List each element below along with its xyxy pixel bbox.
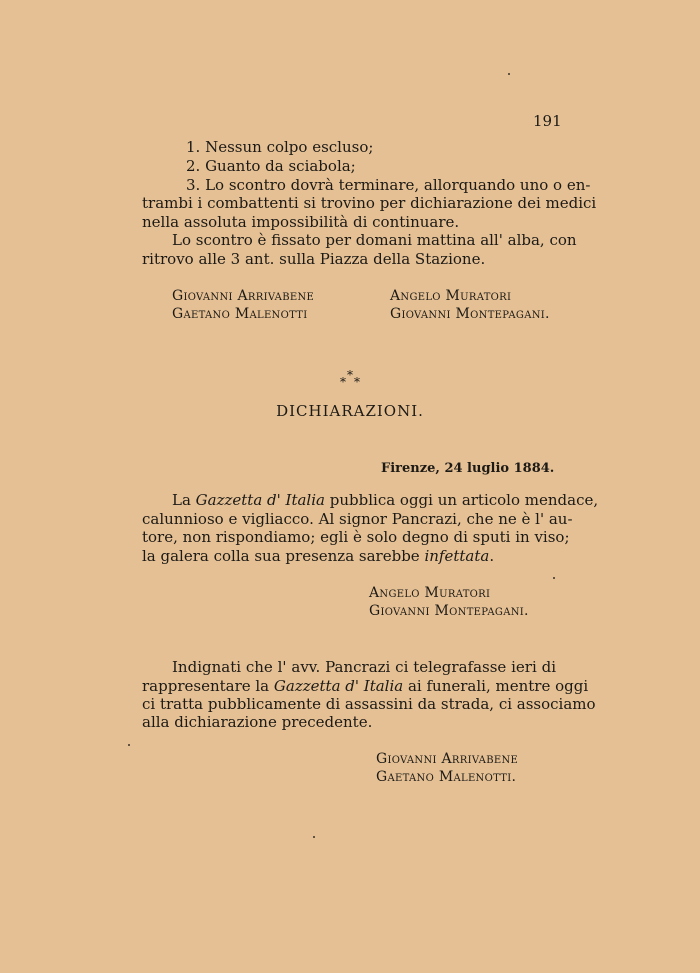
declaration-1-italic-word: infettata — [424, 547, 490, 565]
asterism-star-right: * — [354, 375, 360, 389]
declaration-2-line-2-pre: rappresentare la — [142, 677, 274, 695]
newspaper-title-2: Gazzetta d' Italia — [273, 677, 404, 695]
section-title: DICHIARAZIONI. — [276, 402, 424, 420]
signature-top-right-2: Giovanni Montepagani. — [390, 306, 550, 322]
declaration-2-line-2 — [142, 677, 589, 696]
declaration-1-line-1-post: pubblica oggi un articolo mendace, — [324, 491, 599, 509]
list-item-3-line-2: trambi i combattenti si trovino per dichiarazione dei medici — [142, 194, 597, 212]
ink-speck — [553, 577, 555, 579]
declaration-1-line-4-post: . — [489, 547, 495, 565]
declaration-1-line-4 — [142, 547, 494, 566]
signature-mid-2: Giovanni Montepagani. — [369, 603, 529, 619]
asterism-star-left: * — [340, 375, 346, 389]
list-item-2: 2. Guanto da sciabola; — [186, 157, 356, 175]
signature-top-left-2: Gaetano Malenotti — [172, 306, 308, 322]
list-item-3-line-1: 3. Lo scontro dovrà terminare, allorquando uno o en- — [186, 176, 591, 194]
newspaper-title: Gazzetta d' Italia — [195, 491, 325, 509]
declaration-1-line-1-pre: La — [172, 491, 196, 509]
list-item-1: 1. Nessun colpo escluso; — [186, 138, 374, 156]
signature-mid-1: Angelo Muratori — [369, 585, 491, 601]
appointment-line-1: Lo scontro è fissato per domani mattina all' alba, con — [172, 231, 577, 249]
page-number: 191 — [533, 112, 562, 130]
signature-top-right-1: Angelo Muratori — [390, 288, 512, 304]
declaration-1-line-2: calunnioso e vigliacco. Al signor Pancrazi, che ne è l' au- — [142, 510, 573, 528]
signature-top-left-1: Giovanni Arrivabene — [172, 288, 315, 304]
declaration-2-line-2-post: ai funerali, mentre oggi — [403, 677, 589, 695]
list-item-3-line-3: nella assoluta impossibilità di continuare. — [142, 213, 460, 231]
declaration-2-line-4: alla dichiarazione precedente. — [142, 713, 373, 731]
asterism — [338, 369, 366, 389]
ink-speck — [128, 744, 130, 746]
ink-speck — [508, 73, 510, 75]
appointment-line-2: ritrovo alle 3 ant. sulla Piazza della Stazione. — [142, 250, 486, 268]
asterism-star-top: * — [347, 368, 353, 382]
declaration-1-line-4-pre: la galera colla sua presenza sarebbe — [142, 547, 425, 565]
declaration-2-line-1: Indignati che l' avv. Pancrazi ci telegrafasse ieri di — [172, 658, 556, 676]
declaration-2-line-3: ci tratta pubblicamente di assassini da strada, ci associamo — [142, 695, 596, 713]
ink-speck — [313, 836, 315, 838]
signature-bottom-2: Gaetano Malenotti. — [376, 769, 517, 785]
declaration-1-line-1 — [172, 491, 599, 510]
signature-bottom-1: Giovanni Arrivabene — [376, 751, 519, 767]
declaration-1-line-3: tore, non rispondiamo; egli è solo degno di sputi in viso; — [142, 528, 570, 546]
dateline: Firenze, 24 luglio 1884. — [381, 461, 555, 476]
